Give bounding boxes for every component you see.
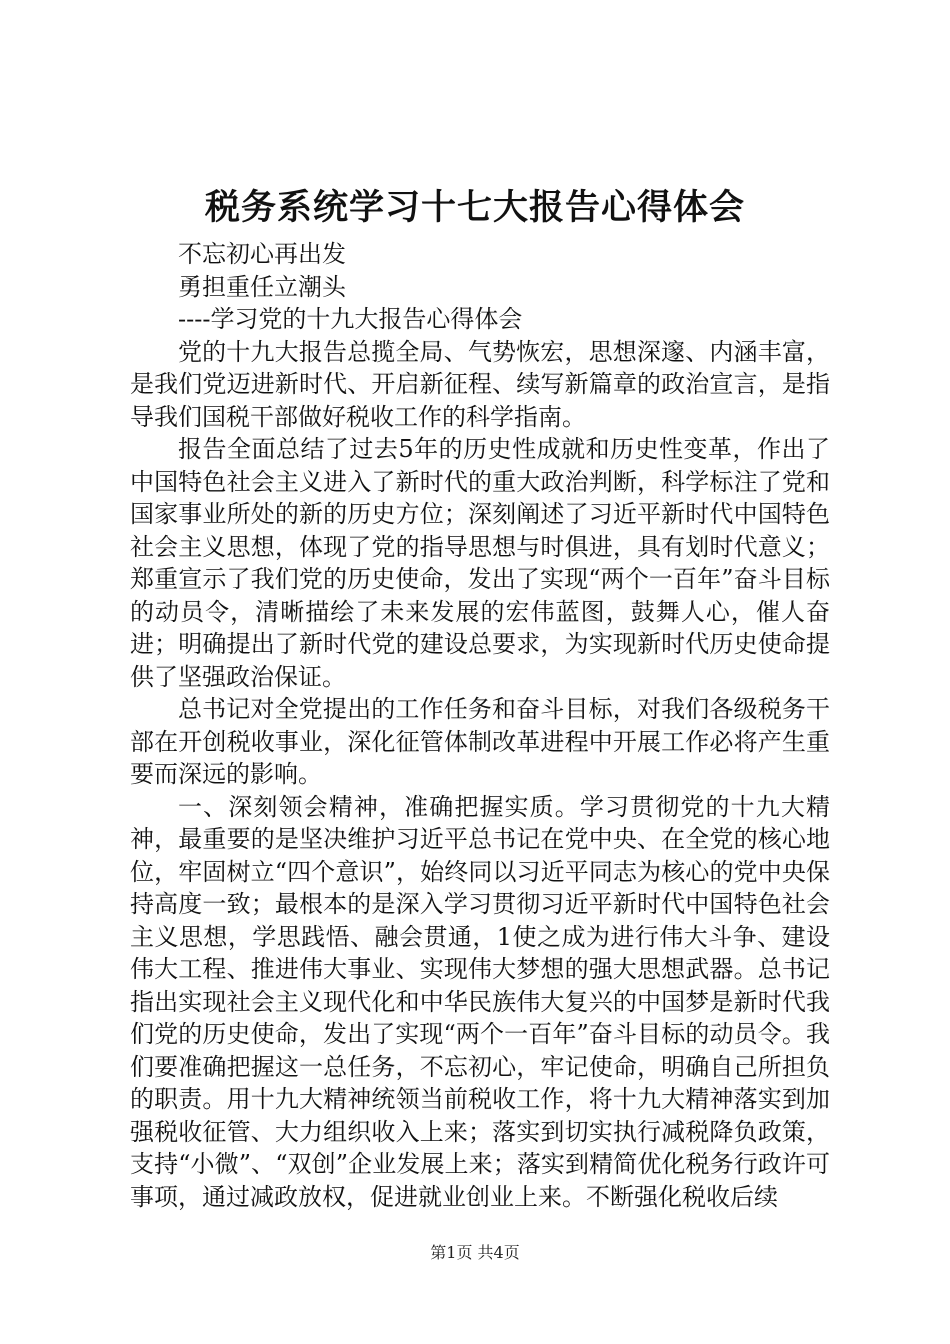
body-paragraph: 报告全面总结了过去5年的历史性成就和历史性变革，作出了中国特色社会主义进入了新时代的重大政治判断，科学标注了党和国家事业所处的新的历史方位；深刻阐述了习近平新时代中国特色社会主义思想，体现了党的指导思想与时俱进，具有划时代意义；郑重宣示了我们党的历史使命，发出了实现“两个一百年”奋斗目标的动员令，清晰描绘了未来发展的宏伟蓝图，鼓舞人心，催人奋进；明确提出了新时代党的建设总要求，为实现新时代历史使命提供了坚强政治保证。 bbox=[130, 435, 830, 691]
document-body bbox=[130, 238, 830, 1213]
body-paragraph: 一、深刻领会精神，准确把握实质。学习贯彻党的十九大精神，最重要的是坚决维护习近平总书记在党中央、在全党的核心地位，牢固树立“四个意识”，始终同以习近平同志为核心的党中央保持高度一致；最根本的是深入学习贯彻习近平新时代中国特色社会主义思想，学思践悟、融会贯通，1使之成为进行伟大斗争、建设伟大工程、推进伟大事业、实现伟大梦想的强大思想武器。总书记指出实现社会主义现代化和中华民族伟大复兴的中国梦是新时代我们党的历史使命，发出了实现“两个一百年”奋斗目标的动员令。我们要准确把握这一总任务，不忘初心，牢记使命，明确自己所担负的职责。用十九大精神统领当前税收工作，将十九大精神落实到加强税收征管、大力组织收入上来；落实到切实执行减税降负政策，支持“小微”、“双创”企业发展上来；落实到精简优化税务行政许可事项，通过减政放权，促进就业创业上来。不断强化税收后续 bbox=[130, 792, 830, 1211]
body-paragraph: 党的十九大报告总揽全局、气势恢宏，思想深邃、内涵丰富，是我们党迈进新时代、开启新征程、续写新篇章的政治宣言，是指导我们国税干部做好税收工作的科学指南。 bbox=[130, 337, 830, 431]
subtitle-line: ----学习党的十九大报告心得体会 bbox=[178, 305, 523, 333]
body-paragraph: 总书记对全党提出的工作任务和奋斗目标，对我们各级税务干部在开创税收事业，深化征管体制改革进程中开展工作必将产生重要而深远的影响。 bbox=[130, 695, 830, 788]
document-title: 税务系统学习十七大报告心得体会 bbox=[204, 188, 745, 228]
subtitle-line: 勇担重任立潮头 bbox=[178, 272, 346, 301]
page-number-footer: 第1页 共4页 bbox=[430, 1243, 520, 1262]
subtitle-line: 不忘初心再出发 bbox=[178, 240, 346, 268]
